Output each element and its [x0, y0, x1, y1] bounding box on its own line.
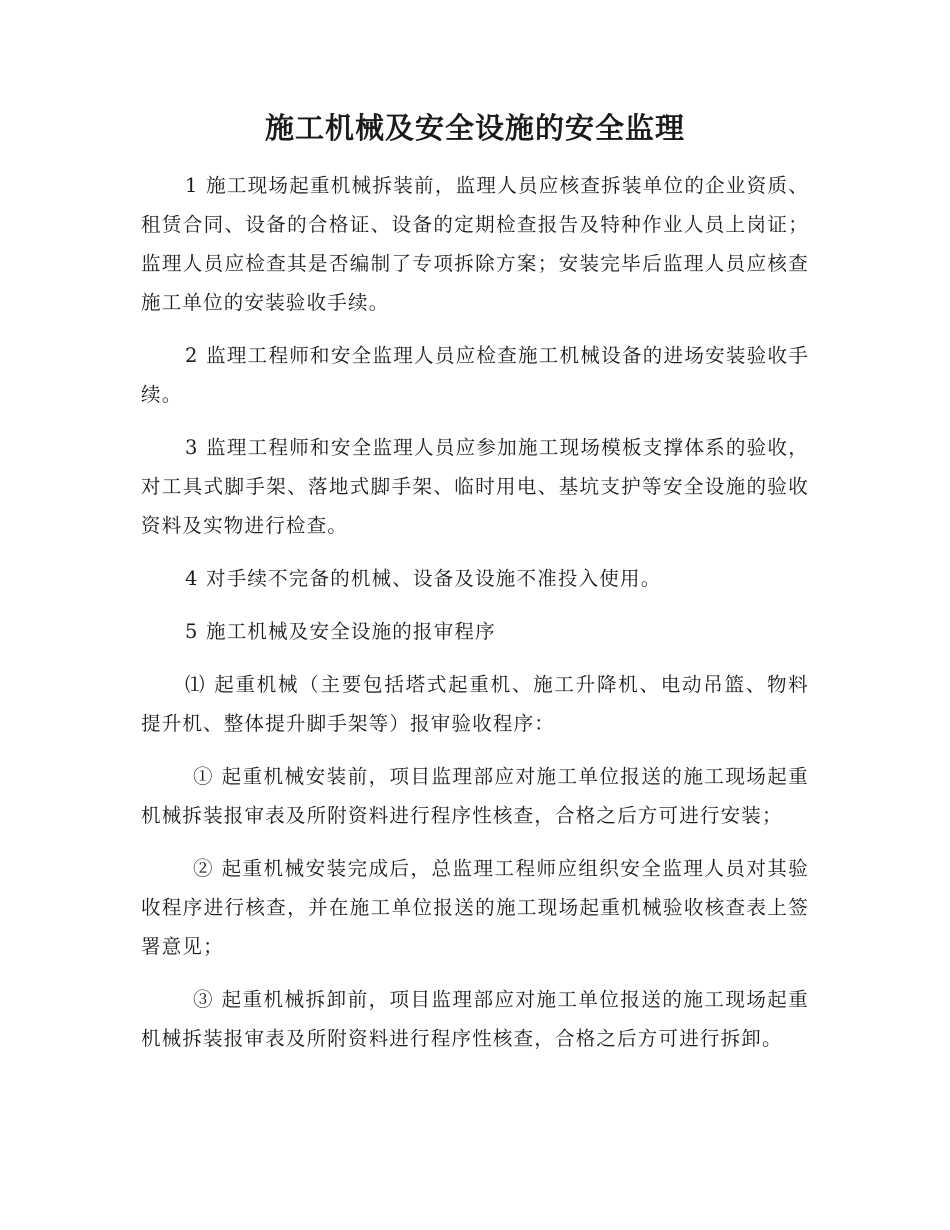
paragraph-2: 2 监理工程师和安全监理人员应检查施工机械设备的进场安装验收手续。: [141, 344, 809, 406]
paragraph-1: 1 施工现场起重机械拆装前，监理人员应核查拆装单位的企业资质、租赁合同、设备的合格证、设备的定期检查报告及特种作业人员上岗证；监理人员应检查其是否编制了专项拆除方案；安装完毕后监理人员应核查施工单位的安装验收手续。: [141, 174, 809, 314]
document-title: 施工机械及安全设施的安全监理: [264, 111, 685, 145]
paragraph-5-1: ⑴ 起重机械（主要包括塔式起重机、施工升降机、电动吊篮、物料提升机、整体提升脚手架等）报审验收程序：: [141, 673, 809, 735]
paragraph-5-1-a: ① 起重机械安装前，项目监理部应对施工单位报送的施工现场起重机械拆装报审表及所附资料进行程序性核查，合格之后方可进行安装；: [141, 765, 809, 827]
paragraph-5-1-c: ③ 起重机械拆卸前，项目监理部应对施工单位报送的施工现场起重机械拆装报审表及所附资料进行程序性核查，合格之后方可进行拆卸。: [141, 988, 809, 1050]
document-body: [141, 166, 809, 1072]
paragraph-3: 3 监理工程师和安全监理人员应参加施工现场模板支撑体系的验收，对工具式脚手架、落地式脚手架、临时用电、基坑支护等安全设施的验收资料及实物进行检查。: [141, 436, 809, 537]
paragraph-5-1-b: ② 起重机械安装完成后，总监理工程师应组织安全监理人员对其验收程序进行核查，并在施工单位报送的施工现场起重机械验收核查表上签署意见；: [141, 857, 809, 958]
paragraph-4: 4 对手续不完备的机械、设备及设施不准投入使用。: [185, 567, 662, 590]
paragraph-5: 5 施工机械及安全设施的报审程序: [185, 620, 496, 643]
